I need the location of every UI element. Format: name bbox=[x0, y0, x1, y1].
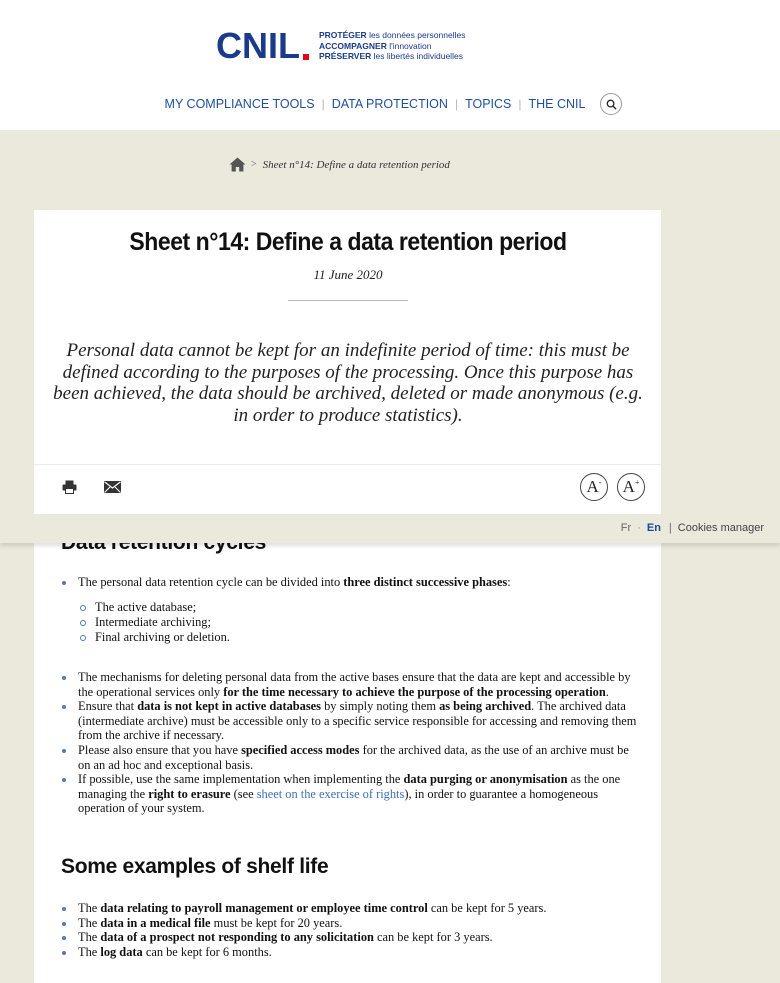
emphasis: data purging or anonymisation bbox=[403, 772, 568, 787]
text: Please also ensure that you have bbox=[78, 742, 242, 757]
font-increase-button[interactable] bbox=[617, 473, 645, 501]
text: The personal data retention cycle can be divided into bbox=[78, 575, 344, 589]
text: . The archived data (intermediate archive) must be accessible only to a specific service responsible for accessing and removing them from the archive if necessary. bbox=[78, 699, 637, 743]
emphasis: data relating to payroll management or employee time control bbox=[100, 901, 428, 915]
article-body bbox=[34, 543, 661, 983]
emphasis: specified access modes bbox=[241, 742, 360, 757]
tagline-strong-3: PRÉSERVER bbox=[319, 51, 372, 62]
publication-date: 11 June 2020 bbox=[313, 267, 383, 282]
list-item bbox=[78, 772, 638, 816]
cookies-manager-link[interactable]: Cookies manager bbox=[677, 522, 764, 534]
tagline-rest-2: l'innovation bbox=[386, 40, 432, 51]
text: for the archived data, as the use of an archive must be on an ad hoc and exceptional basis. bbox=[78, 742, 629, 772]
text: The bbox=[78, 901, 101, 915]
text: The bbox=[78, 915, 101, 930]
lang-en-link[interactable]: En bbox=[646, 522, 661, 534]
list-item bbox=[78, 930, 638, 945]
nav-item-compliance-tools[interactable]: MY COMPLIANCE TOOLS bbox=[164, 97, 315, 111]
nav-separator: | bbox=[518, 97, 522, 111]
font-decrease-mark: - bbox=[598, 477, 602, 487]
font-decrease-label: A bbox=[586, 477, 599, 496]
phase-item: The active database; bbox=[95, 600, 230, 615]
text: : bbox=[507, 575, 511, 589]
emphasis: data is not kept in active databases bbox=[137, 699, 321, 714]
text: The bbox=[78, 930, 101, 945]
font-increase-mark: + bbox=[634, 477, 640, 487]
nav-item-the-cnil[interactable]: THE CNIL bbox=[528, 97, 586, 111]
tagline-strong-1: PROTÉGER bbox=[319, 30, 367, 41]
nav-item-topics[interactable]: TOPICS bbox=[465, 97, 512, 111]
text: can be kept for 6 months. bbox=[142, 944, 272, 959]
list-item bbox=[78, 945, 638, 960]
emphasis: for the time necessary to achieve the purpose of the processing operation bbox=[223, 684, 606, 699]
page-title: Sheet n°14: Define a data retention period bbox=[129, 228, 567, 256]
language-bar bbox=[0, 515, 780, 543]
list-item bbox=[78, 670, 638, 699]
logo-wordmark: CNIL bbox=[216, 25, 300, 66]
list-item bbox=[78, 575, 638, 590]
text: ), in order to guarantee a homogeneous operation of your system. bbox=[78, 786, 599, 816]
lang-fr-link[interactable]: Fr bbox=[620, 522, 632, 534]
text: The bbox=[78, 944, 101, 959]
phase-item: Intermediate archiving; bbox=[95, 615, 230, 630]
emphasis: right to erasure bbox=[148, 786, 231, 801]
list-item bbox=[78, 901, 638, 916]
phase-item: Final archiving or deletion. bbox=[95, 630, 230, 644]
text: by simply noting them bbox=[321, 699, 440, 714]
nav-item-data-protection[interactable]: DATA PROTECTION bbox=[331, 97, 448, 111]
shelf-life-list bbox=[78, 901, 638, 959]
text: . bbox=[605, 684, 609, 699]
lang-separator-dot: · bbox=[637, 522, 641, 534]
text: The mechanisms for deleting personal data from the active bases ensure that the data are kept and accessible by the operational services only bbox=[78, 670, 631, 699]
nav-separator: | bbox=[454, 97, 459, 111]
font-decrease-button[interactable] bbox=[580, 473, 608, 501]
lang-separator-bar: | bbox=[668, 522, 672, 534]
list-item bbox=[78, 699, 638, 743]
text: If possible, use the same implementation when implementing the bbox=[78, 772, 404, 787]
emphasis: data of a prospect not responding to any solicitation bbox=[100, 930, 374, 945]
text: can be kept for 5 years. bbox=[427, 901, 547, 915]
breadcrumb-current: Sheet n°14: Define a data retention period bbox=[262, 158, 450, 171]
text: as the one managing the bbox=[78, 772, 621, 801]
text: can be kept for 3 years. bbox=[373, 930, 493, 945]
text: Ensure that bbox=[78, 699, 138, 714]
retention-rules-list bbox=[78, 670, 638, 816]
emphasis: as being archived bbox=[439, 699, 532, 714]
logo-red-dot bbox=[303, 54, 309, 60]
cnil-logo[interactable] bbox=[216, 26, 465, 66]
text: must be kept for 20 years. bbox=[210, 915, 343, 930]
home-icon[interactable] bbox=[229, 157, 246, 172]
main-nav bbox=[0, 93, 780, 115]
list-item bbox=[78, 743, 638, 772]
emphasis: three distinct successive phases bbox=[343, 575, 508, 589]
logo-tagline bbox=[319, 30, 465, 62]
title-divider bbox=[288, 300, 408, 301]
tagline-rest-3: les libertés individuelles bbox=[371, 51, 463, 62]
retention-intro-list bbox=[78, 575, 638, 590]
language-switcher bbox=[621, 522, 764, 534]
breadcrumb bbox=[229, 157, 450, 172]
font-increase-label: A bbox=[622, 477, 635, 496]
nav-separator: | bbox=[321, 97, 325, 111]
section-heading-shelf-life: Some examples of shelf life bbox=[61, 855, 329, 878]
emphasis: log data bbox=[100, 944, 143, 959]
tagline-strong-2: ACCOMPAGNER bbox=[319, 40, 387, 51]
tagline-rest-1: les données personnelles bbox=[366, 30, 466, 41]
article-lead: Personal data cannot be kept for an indefinite period of time: this must be defined according to the purposes of the processing. Once this purpose has been achieved, the data should be archived, deleted or made anonymous (e.g. in order to produce statistics). bbox=[53, 340, 643, 426]
toolbar-divider bbox=[34, 464, 661, 465]
email-icon[interactable] bbox=[104, 481, 121, 493]
search-button[interactable] bbox=[600, 93, 622, 115]
list-item bbox=[78, 916, 638, 931]
search-icon bbox=[606, 99, 617, 110]
site-header bbox=[0, 0, 780, 130]
breadcrumb-separator: > bbox=[251, 159, 257, 170]
rights-sheet-link[interactable]: sheet on the exercise of rights bbox=[256, 786, 405, 801]
print-icon[interactable] bbox=[62, 480, 77, 494]
text: (see bbox=[230, 786, 257, 801]
retention-phases-list bbox=[95, 600, 230, 645]
emphasis: data in a medical file bbox=[100, 915, 211, 930]
